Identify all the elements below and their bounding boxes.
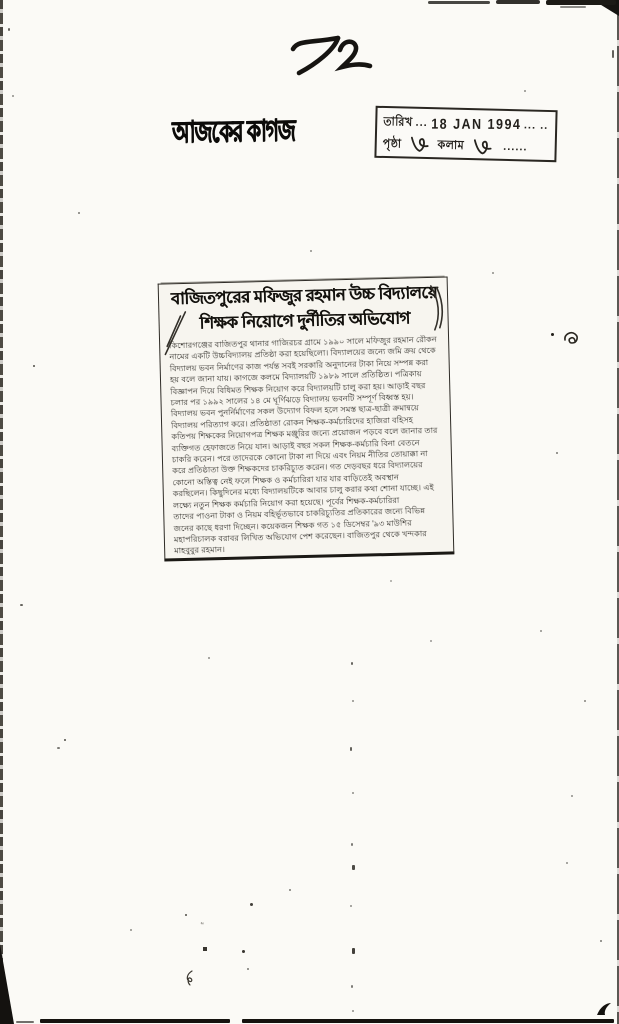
noise-speck (352, 948, 355, 954)
leader-dots: ... (415, 116, 428, 130)
noise-speck (351, 843, 353, 846)
noise-speck (250, 903, 253, 906)
noise-speck (57, 747, 60, 749)
handwritten-glyph-strokes (472, 137, 492, 155)
date-label: তারিখ (383, 114, 413, 129)
noise-speck (612, 50, 614, 58)
noise-speck (352, 865, 355, 870)
noise-speck (242, 950, 245, 953)
noise-speck (310, 250, 312, 252)
noise-speck (247, 968, 249, 970)
scan-top-smudge (428, 1, 490, 4)
noise-speck (352, 1010, 354, 1012)
noise-speck (492, 272, 494, 274)
noise-speck (551, 333, 554, 336)
stamp-date-value: 18 JAN 1994 (430, 115, 522, 133)
scan-top-smudge (560, 6, 586, 8)
noise-speck (556, 452, 558, 454)
scan-edge-left (0, 0, 3, 1024)
column-trailer-dots: ...... (503, 140, 528, 154)
handwritten-glyph-strokes (409, 136, 429, 154)
noise-speck (33, 365, 35, 367)
handwritten-page-number (286, 28, 378, 80)
noise-speck (524, 90, 526, 92)
scan-bottom-edge (16, 1021, 34, 1023)
scan-corner-mark (0, 944, 14, 1024)
newspaper-masthead (148, 112, 318, 156)
noise-speck (430, 640, 432, 642)
noise-speck (289, 889, 291, 891)
scan-bottom-edge (242, 1019, 614, 1023)
scan-top-smudge (496, 0, 540, 4)
noise-speck (352, 792, 354, 794)
noise-speck (584, 700, 586, 702)
page-curl-mark (596, 1002, 612, 1016)
noise-speck (390, 580, 392, 582)
noise-speck (64, 739, 66, 741)
noise-speck (8, 28, 10, 31)
scan-bottom-edge (40, 1019, 230, 1023)
noise-speck (571, 795, 573, 797)
noise-speck (350, 747, 352, 751)
date-stamp (374, 106, 557, 162)
noise-speck (351, 985, 353, 988)
headline-flourish-left (161, 310, 188, 357)
trailer-dots: ... .. (523, 119, 549, 133)
handwritten-column-value (472, 137, 492, 155)
clipping-body-text: কিশোরগঞ্জের বাজিতপুর থানার গাজিরচর গ্রামে ১৯৯০ সালে মফিজুর রহমান রৌকন নামের একটি উচ্চবিদ্যালয় প্রতিষ্ঠা করা হয়েছিলো। বিদ্যালয়ের জন্যে জমি ক্রয় থেকে বিদ্যালয় ভবন নির্মাণের কাজ পর্যন্ত সবই সরকারি অনুদানের টাকা নিয়ে সম্পন্ন করা হয় বলে জানা যায়। কাগজে কলমে বিদ্যালয়টি ১৯৮৯ সালে প্রতিষ্ঠিত। পত্রিকায় বিজ্ঞাপন দিয়ে বিধিমত শিক্ষক নিয়োগ করে বিদ্যালয়টি চালু করা হয়। আড়াই বছর চলার পর ১৯৯২ সালের ১৪ মে ঘূর্ণিঝড়ে বিদ্যালয় ভবনটি সম্পূর্ণ বিধ্বস্ত হয়। বিদ্যালয় ভবন পুনর্নির্মাণের সকল উদ্যোগ বিফল হলে সমস্ত ছাত্র-ছাত্রী ক্রমান্বয়ে বিদ্যালয় পরিত্যাগ করে। প্রতিষ্ঠাতা রোকন শিক্ষক-কর্মচারিদের হাজিরা বহিসহ কতিপয় শিক্ষকের নিয়োগপত্র শিক্ষক মঞ্জুরির জন্যে প্রয়োজন পড়বে বলে জানার তার ব্যক্তিগত হেফাজতে নিয়ে যান। আড়াই বছর সকল শিক্ষক-কর্মচারি বিনা বেতনে চাকরি করেন। পরে তাদেরকে কোনো টাকা না দিয়ে এবং নিয়ম নীতির তোয়াক্কা না করে প্রতিষ্ঠাতা উক্ত শিক্ষকদের চাকরিচ্যুত করেন। গত দেড়বছর ধরে বিদ্যালয়ের কোনো অস্তিত্ব নেই ফলে শিক্ষক ও কর্মচারিরা যার যার বাড়িতেই অবস্থান করছিলেন। কিছুদিনের মধ্যে বিদ্যালয়টিকে আবার চালু করার কথা শোনা যাচ্ছে। এই লক্ষ্যে নতুন শিক্ষক কর্মচারি নিয়োগ করা হয়েছে। পূর্বের শিক্ষক-কর্মচারিরা তাদের পাওনা টাকা ও নিয়ম বহির্ভূতভাবে চাকরিচ্যুতির প্রতিকারের জন্যে বিভিন্ন জনের কাছে ধরণা দিচ্ছেন। কয়েকজন শিক্ষক গত ১৫ ডিসেম্বর '৯৩ মাউশির মহাপরিচালক বরাবর লিখিত অভিযোগ পেশ করেছেন। বাজিতপুর থেকে খন্দকার মাহবুবুর রহমান। (169, 334, 438, 556)
news-clipping (158, 276, 455, 561)
noise-speck (203, 947, 207, 951)
ink-swirl-mark (563, 330, 581, 346)
handwritten-72-strokes (286, 28, 378, 80)
noise-speck (540, 630, 542, 632)
page-label: পৃষ্ঠা (382, 136, 402, 151)
clipping-headline: বাজিতপুরের মফিজুর রহমান উচ্চ বিদ্যালয়ে শিক্ষক নিয়োগে দুর্নীতির অভিযোগ (170, 283, 438, 333)
headline-flourish-right (427, 284, 446, 332)
date-stamp-row-page-column (382, 133, 548, 159)
noise-speck (208, 657, 210, 659)
noise-speck (185, 914, 187, 916)
date-stamp-row-date (383, 111, 549, 137)
noise-speck (566, 862, 568, 864)
noise-speck (12, 95, 14, 97)
pencil-squiggle (184, 970, 196, 986)
newspaper-masthead-title: আজকের কাগজ (171, 114, 295, 150)
noise-speck (20, 604, 23, 606)
noise-speck (600, 940, 602, 942)
handwritten-page-value (409, 136, 429, 154)
column-label: কলাম (437, 138, 465, 153)
noise-speck (78, 212, 80, 214)
scan-top-smudge (546, 0, 616, 5)
pencil-squiggle: ‛‛ (199, 920, 205, 931)
noise-speck (352, 700, 354, 702)
noise-speck (351, 662, 353, 665)
noise-speck (130, 929, 132, 931)
noise-speck (350, 905, 352, 907)
